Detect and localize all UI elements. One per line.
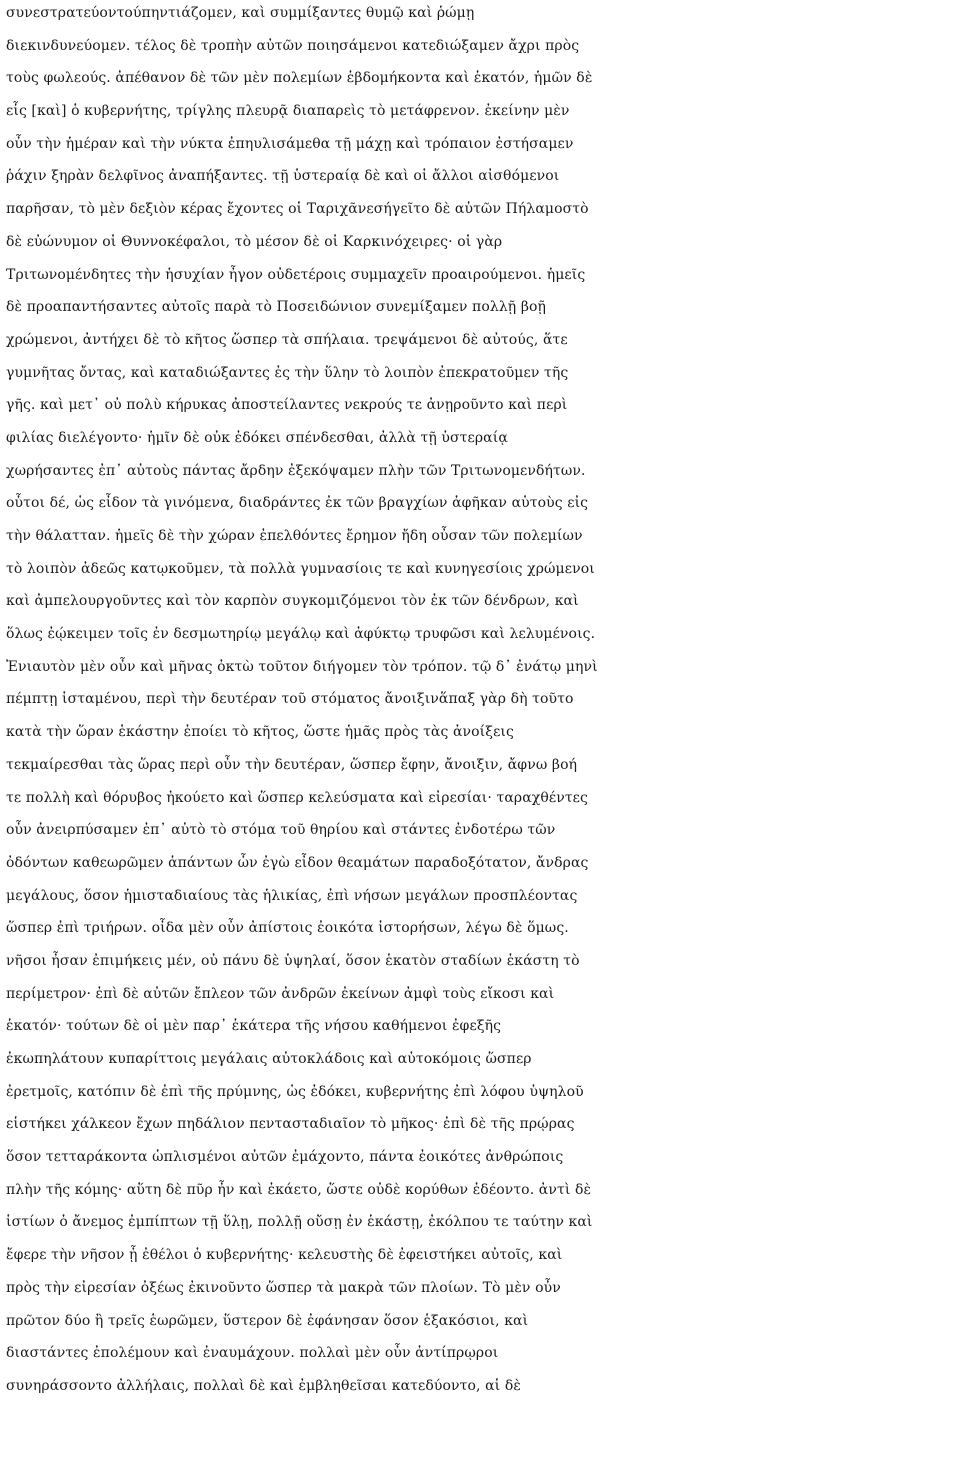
text-line bbox=[6, 1403, 956, 1436]
text-line: τε πολλὴ καὶ θόρυβος ἠκούετο καὶ ὥσπερ κελεύσματα καὶ εἰρεσίαι· ταραχθέντες bbox=[6, 789, 588, 806]
text-line: τεκμαίρεσθαι τὰς ὥρας περὶ οὖν τὴν δευτέραν, ὥσπερ ἔφην, ἄνοιξιν, ἄφνω βοή bbox=[6, 756, 578, 773]
text-line: πρὸς τὴν εἰρεσίαν ὀξέως ἐκινοῦντο ὥσπερ τὰ μακρὰ τῶν πλοίων. Τὸ μὲν οὖν bbox=[6, 1279, 561, 1296]
text-line: εἷς [καὶ] ὁ κυβερνήτης, τρίγλης πλευρᾷ διαπαρεὶς τὸ μετάφρενον. ἐκείνην μὲν bbox=[6, 103, 570, 120]
text-line: περίμετρον· ἐπὶ δὲ αὐτῶν ἔπλεον τῶν ἀνδρῶν ἐκείνων ἀμφὶ τοὺς εἴκοσι καὶ bbox=[6, 985, 555, 1002]
text-line: νῆσοι ἦσαν ἐπιμήκεις μέν, οὐ πάνυ δὲ ὑψηλαί, ὅσον ἑκατὸν σταδίων ἑκάστη τὸ bbox=[6, 952, 580, 969]
text-line: ἑκατόν· τούτων δὲ οἱ μὲν παρ᾽ ἑκάτερα τῆς νήσου καθήμενοι ἐφεξῆς bbox=[6, 1018, 502, 1035]
text-line: Ἐνιαυτὸν μὲν οὖν καὶ μῆνας ὀκτὼ τοῦτον διήγομεν τὸν τρόπον. τῷ δ᾽ ἐνάτῳ μηνὶ bbox=[6, 658, 598, 675]
text-line: ὅσον τετταράκοντα ὡπλισμένοι αὐτῶν ἐμάχοντο, πάντα ἐοικότες ἀνθρώποις bbox=[6, 1149, 564, 1166]
text-line: μεγάλους, ὅσον ἡμισταδιαίους τὰς ἡλικίας, ἐπὶ νήσων μεγάλων προσπλέοντας bbox=[6, 887, 578, 904]
document-page bbox=[6, 0, 956, 1468]
text-line: καὶ ἀμπελουργοῦντες καὶ τὸν καρπὸν συγκομιζόμενοι τὸν ἐκ τῶν δένδρων, καὶ bbox=[6, 593, 579, 610]
text-line: δὲ προαπαντήσαντες αὐτοῖς παρὰ τὸ Ποσειδώνιον συνεμίξαμεν πολλῇ βοῇ bbox=[6, 299, 547, 316]
text-line: ὀδόντων καθεωρῶμεν ἁπάντων ὧν ἐγὼ εἶδον θεαμάτων παραδοξότατον, ἄνδρας bbox=[6, 854, 589, 871]
text-line: διαστάντες ἐπολέμουν καὶ ἐναυμάχουν. πολλαὶ μὲν οὖν ἀντίπρῳροι bbox=[6, 1345, 499, 1362]
text-line: πέμπτῃ ἱσταμένου, περὶ τὴν δευτέραν τοῦ στόματος ἄνοιξινἅπαξ γὰρ δὴ τοῦτο bbox=[6, 691, 574, 708]
text-line: παρῆσαν, τὸ μὲν δεξιὸν κέρας ἔχοντες οἱ Ταριχᾶνεσήγεῖτο δὲ αὐτῶν Πήλαμοστὸ bbox=[6, 201, 589, 218]
text-line: κατὰ τὴν ὥραν ἑκάστην ἐποίει τὸ κῆτος, ὥστε ἡμᾶς πρὸς τὰς ἀνοίξεις bbox=[6, 724, 514, 741]
text-line: πλὴν τῆς κόμης· αὕτη δὲ πῦρ ἦν καὶ ἐκάετο, ὥστε οὐδὲ κορύθων ἐδέοντο. ἀντὶ δὲ bbox=[6, 1181, 592, 1198]
text-line: ῥάχιν ξηρὰν δελφῖνος ἀναπήξαντες. τῇ ὑστεραίᾳ δὲ καὶ οἱ ἄλλοι αἰσθόμενοι bbox=[6, 168, 560, 185]
text-line: χρώμενοι, ἀντήχει δὲ τὸ κῆτος ὥσπερ τὰ σπήλαια. τρεψάμενοι δὲ αὐτούς, ἅτε bbox=[6, 331, 568, 348]
text-line: δὲ εὐώνυμον οἱ Θυννοκέφαλοι, τὸ μέσον δὲ οἱ Καρκινόχειρες· οἱ γὰρ bbox=[6, 233, 503, 250]
text-line: ἐρετμοῖς, κατόπιν δὲ ἐπὶ τῆς πρύμνης, ὡς ἐδόκει, κυβερνήτης ἐπὶ λόφου ὑψηλοῦ bbox=[6, 1083, 584, 1100]
text-line: τὴν θάλατταν. ἡμεῖς δὲ τὴν χώραν ἐπελθόντες ἔρημον ἤδη οὖσαν τῶν πολεμίων bbox=[6, 528, 583, 544]
text-line: τὸ λοιπὸν ἀδεῶς κατῳκοῦμεν, τὰ πολλὰ γυμνασίοις τε καὶ κυνηγεσίοις χρώμενοι bbox=[6, 560, 595, 577]
text-line bbox=[6, 1435, 956, 1468]
text-line: εἱστήκει χάλκεον ἔχων πηδάλιον πεντασταδιαῖον τὸ μῆκος· ἐπὶ δὲ τῆς πρῴρας bbox=[6, 1116, 575, 1133]
text-line: οὖν ἀνειρπύσαμεν ἐπ᾽ αὐτὸ τὸ στόμα τοῦ θηρίου καὶ στάντες ἐνδοτέρω τῶν bbox=[6, 822, 556, 839]
text-line: τοὺς φωλεούς. ἀπέθανον δὲ τῶν μὲν πολεμίων ἑβδομήκοντα καὶ ἑκατόν, ἡμῶν δὲ bbox=[6, 70, 593, 87]
text-line: φιλίας διελέγοντο· ἡμῖν δὲ οὐκ ἐδόκει σπένδεσθαι, ἀλλὰ τῇ ὑστεραίᾳ bbox=[6, 429, 508, 446]
text-line: ὥσπερ ἐπὶ τριήρων. οἶδα μὲν οὖν ἀπίστοις ἐοικότα ἱστορήσων, λέγω δὲ ὅμως. bbox=[6, 920, 569, 937]
text-line: πρῶτον δύο ἢ τρεῖς ἑωρῶμεν, ὕστερον δὲ ἐφάνησαν ὅσον ἑξακόσιοι, καὶ bbox=[6, 1312, 529, 1329]
text-line: χωρήσαντες ἐπ᾽ αὐτοὺς πάντας ἄρδην ἐξεκόψαμεν πλὴν τῶν Τριτωνομενδήτων. bbox=[6, 462, 586, 479]
text-line: ἐκωπηλάτουν κυπαρίττοις μεγάλαις αὐτοκλάδοις καὶ αὐτοκόμοις ὥσπερ bbox=[6, 1051, 532, 1067]
text-line: ὅλως ἐῴκειμεν τοῖς ἐν δεσμωτηρίῳ μεγάλῳ καὶ ἀφύκτῳ τρυφῶσι καὶ λελυμένοις. bbox=[6, 626, 596, 643]
text-line: διεκινδυνεύομεν. τέλος δὲ τροπὴν αὐτῶν ποιησάμενοι κατεδιώξαμεν ἄχρι πρὸς bbox=[6, 37, 580, 54]
text-line: συνηράσσοντο ἀλλήλαις, πολλαὶ δὲ καὶ ἐμβληθεῖσαι κατεδύοντο, αἱ δὲ bbox=[6, 1377, 521, 1394]
text-line: οὗτοι δέ, ὡς εἶδον τὰ γινόμενα, διαδράντες ἐκ τῶν βραγχίων ἀφῆκαν αὑτοὺς εἰς bbox=[6, 495, 589, 512]
text-line: συνεστρατεύοντoύπηντιάζομεν, καὶ συμμίξαντες θυμῷ καὶ ῥώμῃ bbox=[6, 5, 475, 21]
text-line: οὖν τὴν ἡμέραν καὶ τὴν νύκτα ἐπηυλισάμεθα τῇ μάχῃ καὶ τρόπαιον ἐστήσαμεν bbox=[6, 135, 574, 152]
text-line: γῆς. καὶ μετ᾽ οὐ πολὺ κήρυκας ἀποστείλαντες νεκρούς τε ἀνῃροῦντο καὶ περὶ bbox=[6, 397, 568, 414]
text-line: Τριτωνομένδητες τὴν ἡσυχίαν ἦγον οὐδετέροις συμμαχεῖν προαιρούμενοι. ἡμεῖς bbox=[6, 266, 586, 283]
text-line: γυμνῆτας ὄντας, καὶ καταδιώξαντες ἐς τὴν ὕλην τὸ λοιπὸν ἐπεκρατοῦμεν τῆς bbox=[6, 364, 569, 381]
text-line: ἱστίων ὁ ἄνεμος ἐμπίπτων τῇ ὕλῃ, πολλῇ οὔσῃ ἐν ἑκάστῃ, ἐκόλπου τε ταύτην καὶ bbox=[6, 1214, 593, 1231]
text-line: ἔφερε τὴν νῆσον ᾗ ἐθέλοι ὁ κυβερνήτης· κελευστὴς δὲ ἐφειστήκει αὐτοῖς, καὶ bbox=[6, 1247, 563, 1264]
